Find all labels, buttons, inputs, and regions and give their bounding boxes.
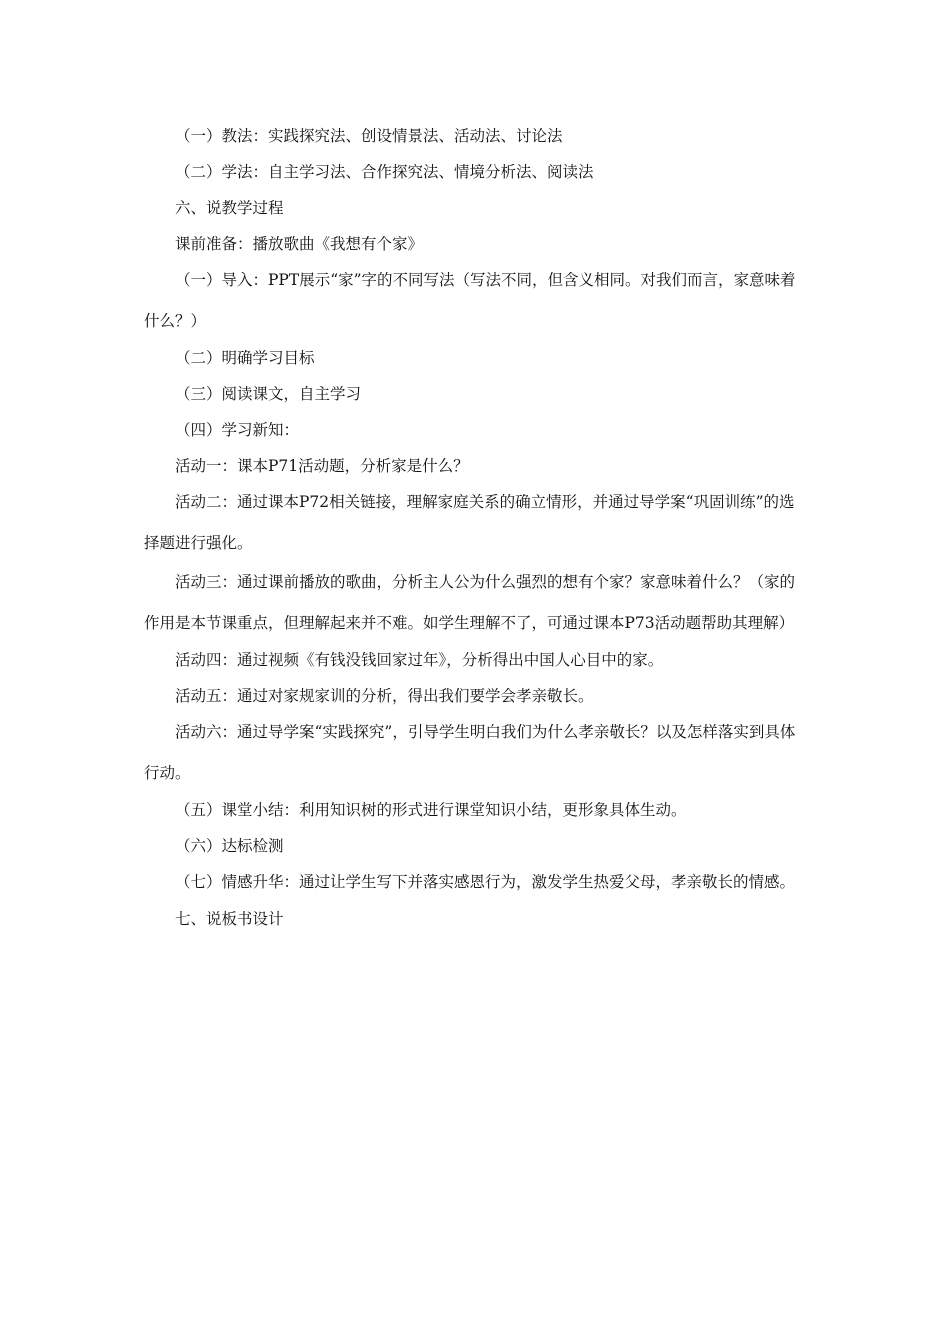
paragraph-assessment: （六）达标检测 <box>175 837 284 855</box>
paragraph-learning-methods: （二）学法：自主学习法、合作探究法、情境分析法、阅读法 <box>175 163 594 181</box>
paragraph-learning-goals: （二）明确学习目标 <box>175 349 315 367</box>
paragraph-teaching-methods: （一）教法：实践探究法、创设情景法、活动法、讨论法 <box>175 127 563 145</box>
paragraph-emotion: （七）情感升华：通过让学生写下并落实感恩行为，激发学生热爱父母，孝亲敬长的情感。 <box>175 873 796 891</box>
paragraph-activity-3: 活动三：通过课前播放的歌曲，分析主人公为什么强烈的想有个家？家意味着什么？（家的作用是本节课重点，但理解起来并不难。如学生理解不了，可通过课本P73活动题帮助其理解） <box>144 573 796 632</box>
paragraph-activity-5: 活动五：通过对家规家训的分析，得出我们要学会孝亲敬长。 <box>175 687 594 705</box>
paragraph-activity-1: 活动一：课本P71活动题，分析家是什么？ <box>175 457 469 475</box>
paragraph-activity-6: 活动六：通过导学案“实践探究”，引导学生明白我们为什么孝亲敬长？以及怎样落实到具体行动。 <box>144 723 796 782</box>
paragraph-activity-4: 活动四：通过视频《有钱没钱回家过年》，分析得出中国人心目中的家。 <box>175 651 664 669</box>
paragraph-summary: （五）课堂小结：利用知识树的形式进行课堂知识小结，更形象具体生动。 <box>175 801 687 819</box>
section-heading-board-design: 七、说板书设计 <box>175 910 284 928</box>
paragraph-introduction: （一）导入：PPT展示“家”字的不同写法（写法不同，但含义相同。对我们而言，家意味着什么？） <box>144 271 796 330</box>
document-body <box>144 118 808 937</box>
paragraph-activity-2: 活动二：通过课本P72相关链接，理解家庭关系的确立情形，并通过导学案“巩固训练”的选择题进行强化。 <box>144 493 795 552</box>
section-heading-teaching-process: 六、说教学过程 <box>175 199 284 217</box>
paragraph-reading: （三）阅读课文，自主学习 <box>175 385 362 403</box>
paragraph-new-knowledge: （四）学习新知： <box>175 421 300 439</box>
paragraph-preparation: 课前准备：播放歌曲《我想有个家》 <box>175 235 424 253</box>
